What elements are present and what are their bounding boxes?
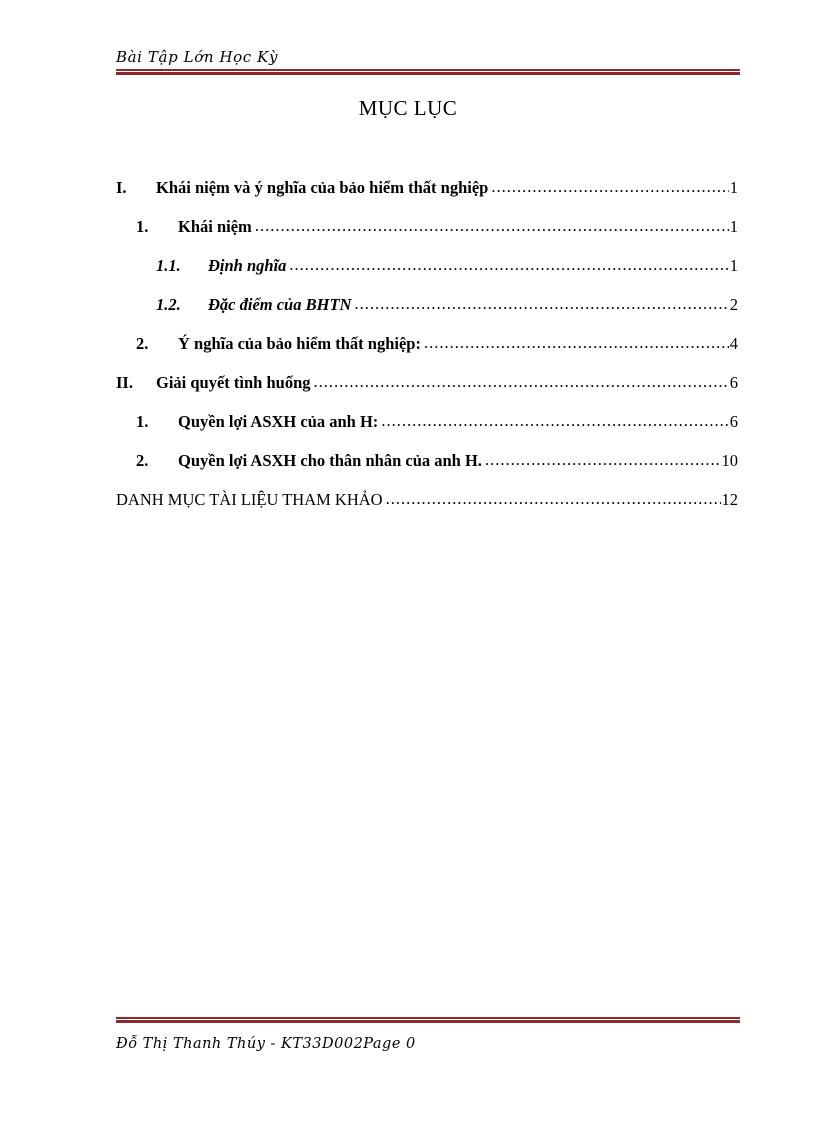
toc-entry-label: Định nghĩa (208, 256, 287, 275)
dot-leader (314, 372, 729, 392)
dot-leader (424, 333, 729, 353)
toc-entry-number: II. (116, 373, 133, 392)
toc-entry-page: 1 (729, 256, 738, 275)
toc-entry-number: 1. (136, 412, 149, 431)
dot-leader (485, 450, 721, 470)
toc-entry-page: 1 (729, 178, 738, 197)
toc-entry-section-1-1-2[interactable] (156, 295, 738, 319)
dot-leader (289, 255, 728, 275)
toc-entry-page: 10 (721, 451, 738, 470)
toc-entry-page: 12 (721, 490, 738, 509)
toc-entry-section-2[interactable] (116, 373, 738, 397)
toc-entry-page: 6 (729, 373, 738, 392)
toc-entry-number: 2. (136, 451, 149, 470)
toc-entry-label: Giải quyết tình huống (156, 373, 311, 392)
toc-entry-page: 6 (729, 412, 738, 431)
page-footer: Đỗ Thị Thanh Thúy - KT33D002Page 0 (116, 1036, 416, 1052)
toc-entry-label: Đặc điểm của BHTN (208, 295, 352, 314)
header-rule (116, 69, 740, 75)
toc-entry-section-2-2[interactable] (136, 451, 738, 475)
dot-leader (491, 177, 728, 197)
toc-entry-label: Ý nghĩa của bảo hiểm thất nghiệp: (178, 334, 421, 353)
toc-entry-page: 4 (729, 334, 738, 353)
toc-entry-section-1-1-1[interactable] (156, 256, 738, 280)
dot-leader (386, 489, 721, 509)
toc-entry-section-1-1[interactable] (136, 217, 738, 241)
toc-entry-number: 1. (136, 217, 149, 236)
dot-leader (255, 216, 729, 236)
toc-entry-label: Khái niệm (178, 217, 252, 236)
dot-leader (381, 411, 728, 431)
toc-title: MỤC LỤC (358, 96, 458, 120)
toc-entry-label: Quyền lợi ASXH cho thân nhân của anh H. (178, 451, 482, 470)
toc-entry-section-2-1[interactable] (136, 412, 738, 436)
toc-entry-references[interactable] (116, 490, 738, 514)
toc-entry-page: 2 (729, 295, 738, 314)
header-text: Bài Tập Lớn Học Kỳ (116, 48, 279, 66)
dot-leader (354, 294, 728, 314)
toc-entry-label: Khái niệm và ý nghĩa của bảo hiểm thất nghiệp (156, 178, 489, 197)
toc-entry-number: 2. (136, 334, 149, 353)
toc-entry-label: DANH MỤC TÀI LIỆU THAM KHẢO (116, 490, 383, 509)
toc-entry-number: 1.1. (156, 256, 181, 275)
toc-entry-label: Quyền lợi ASXH của anh H: (178, 412, 379, 431)
toc-entry-section-1-2[interactable] (136, 334, 738, 358)
toc-entry-page: 1 (729, 217, 738, 236)
toc-entry-number: 1.2. (156, 295, 181, 314)
toc-entry-section-1[interactable] (116, 178, 738, 202)
toc-entry-number: I. (116, 178, 127, 197)
footer-rule (116, 1017, 740, 1023)
